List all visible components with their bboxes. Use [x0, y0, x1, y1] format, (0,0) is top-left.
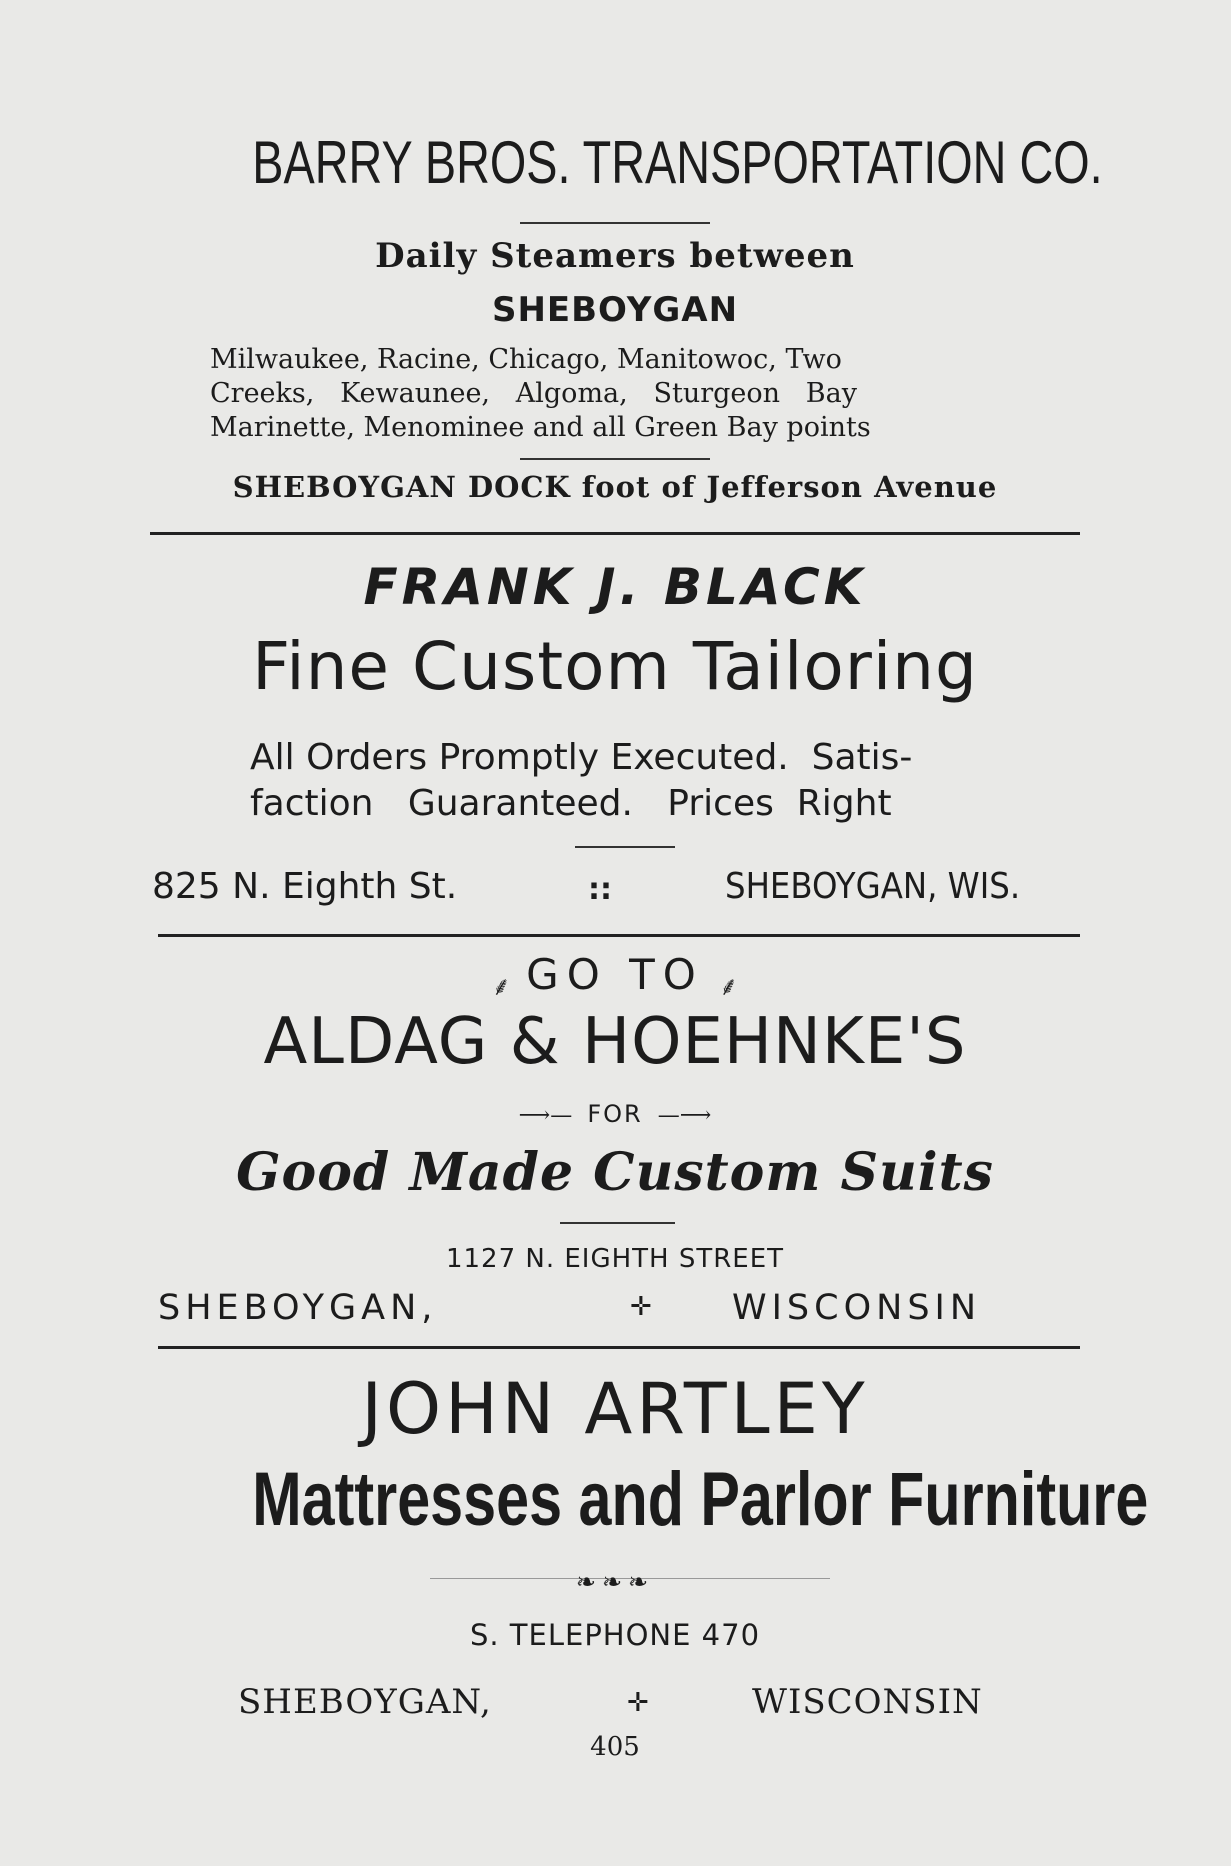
aldag-product-wrap	[150, 1142, 1080, 1203]
artley-name-wrap	[150, 1368, 1080, 1450]
barry-dock: SHEBOYGAN DOCK foot of Jefferson Avenue	[232, 470, 998, 504]
black-text-line-1: All Orders Promptly Executed. Satis-	[250, 737, 913, 778]
aldag-for: FOR	[587, 1100, 643, 1128]
black-business-wrap	[150, 628, 1080, 705]
black-city: SHEBOYGAN, WIS.	[725, 866, 1021, 907]
page-number-wrap	[150, 1732, 1080, 1762]
black-text-line-2: faction Guaranteed. Prices Right	[250, 783, 892, 824]
section-divider-3	[158, 1346, 1080, 1349]
cross-ornament-icon: ✛	[630, 1292, 652, 1322]
cross-ornament-icon-2: ✛	[627, 1688, 649, 1718]
artley-business: Mattresses and Parlor Furniture	[252, 1457, 1149, 1542]
barry-routes-line-3: Marinette, Menominee and all Green Bay points	[210, 412, 871, 443]
barry-divider-1	[520, 222, 710, 224]
black-text-wrap	[250, 735, 990, 827]
aldag-address: 1127 N. EIGHTH STREET	[445, 1244, 785, 1274]
arrow-ornament-left-icon: ⟶—	[518, 1103, 573, 1128]
leaf-ornament-right-icon: ⸙	[718, 971, 739, 1002]
barry-dock-wrap	[150, 470, 1080, 504]
leaf-ornament-left-icon: ⸙	[491, 971, 512, 1002]
aldag-state: WISCONSIN	[732, 1288, 982, 1328]
barry-subtitle-wrap	[150, 236, 1080, 276]
aldag-address-wrap	[150, 1244, 1080, 1274]
section-divider-1	[150, 532, 1080, 535]
black-business: Fine Custom Tailoring	[252, 628, 978, 705]
aldag-divider	[560, 1222, 675, 1224]
aldag-name-wrap	[150, 1005, 1080, 1079]
barry-bros-ad	[150, 128, 1103, 197]
black-name-wrap	[150, 558, 1080, 616]
section-divider-2	[158, 934, 1080, 937]
barry-subtitle: Daily Steamers between	[375, 236, 855, 276]
aldag-goto-wrap	[150, 950, 1080, 1003]
barry-bros-title: BARRY BROS. TRANSPORTATION CO.	[252, 129, 1103, 196]
aldag-city: SHEBOYGAN,	[158, 1288, 438, 1328]
aldag-product: Good Made Custom Suits	[236, 1142, 994, 1203]
aldag-for-wrap	[150, 1100, 1080, 1128]
barry-routes	[210, 343, 1020, 445]
black-divider	[575, 846, 675, 848]
barry-routes-line-2: Creeks, Kewaunee, Algoma, Sturgeon Bay	[210, 378, 857, 409]
barry-city-wrap	[150, 290, 1080, 330]
black-name: FRANK J. BLACK	[363, 558, 867, 616]
barry-city: SHEBOYGAN	[491, 290, 739, 330]
artley-telephone-wrap	[150, 1618, 1080, 1652]
page-number: 405	[590, 1732, 640, 1762]
artley-telephone: S. TELEPHONE 470	[469, 1618, 761, 1652]
aldag-goto: GO TO	[526, 950, 704, 999]
artley-ornament-wrap	[150, 1568, 1080, 1596]
barry-divider-2	[520, 458, 710, 460]
artley-state: WISCONSIN	[752, 1682, 983, 1722]
artley-city: SHEBOYGAN,	[238, 1682, 492, 1722]
black-separator: ::	[588, 872, 612, 907]
arrow-ornament-right-icon: —⟶	[657, 1103, 712, 1128]
aldag-name: ALDAG & HOEHNKE'S	[263, 1005, 967, 1079]
artley-business-wrap	[150, 1456, 1149, 1543]
black-address: 825 N. Eighth St.	[152, 866, 458, 907]
scroll-ornament-icon: ❧❧❧	[575, 1568, 655, 1596]
artley-name: JOHN ARTLEY	[361, 1368, 869, 1450]
barry-routes-line-1: Milwaukee, Racine, Chicago, Manitowoc, Two	[210, 344, 842, 375]
